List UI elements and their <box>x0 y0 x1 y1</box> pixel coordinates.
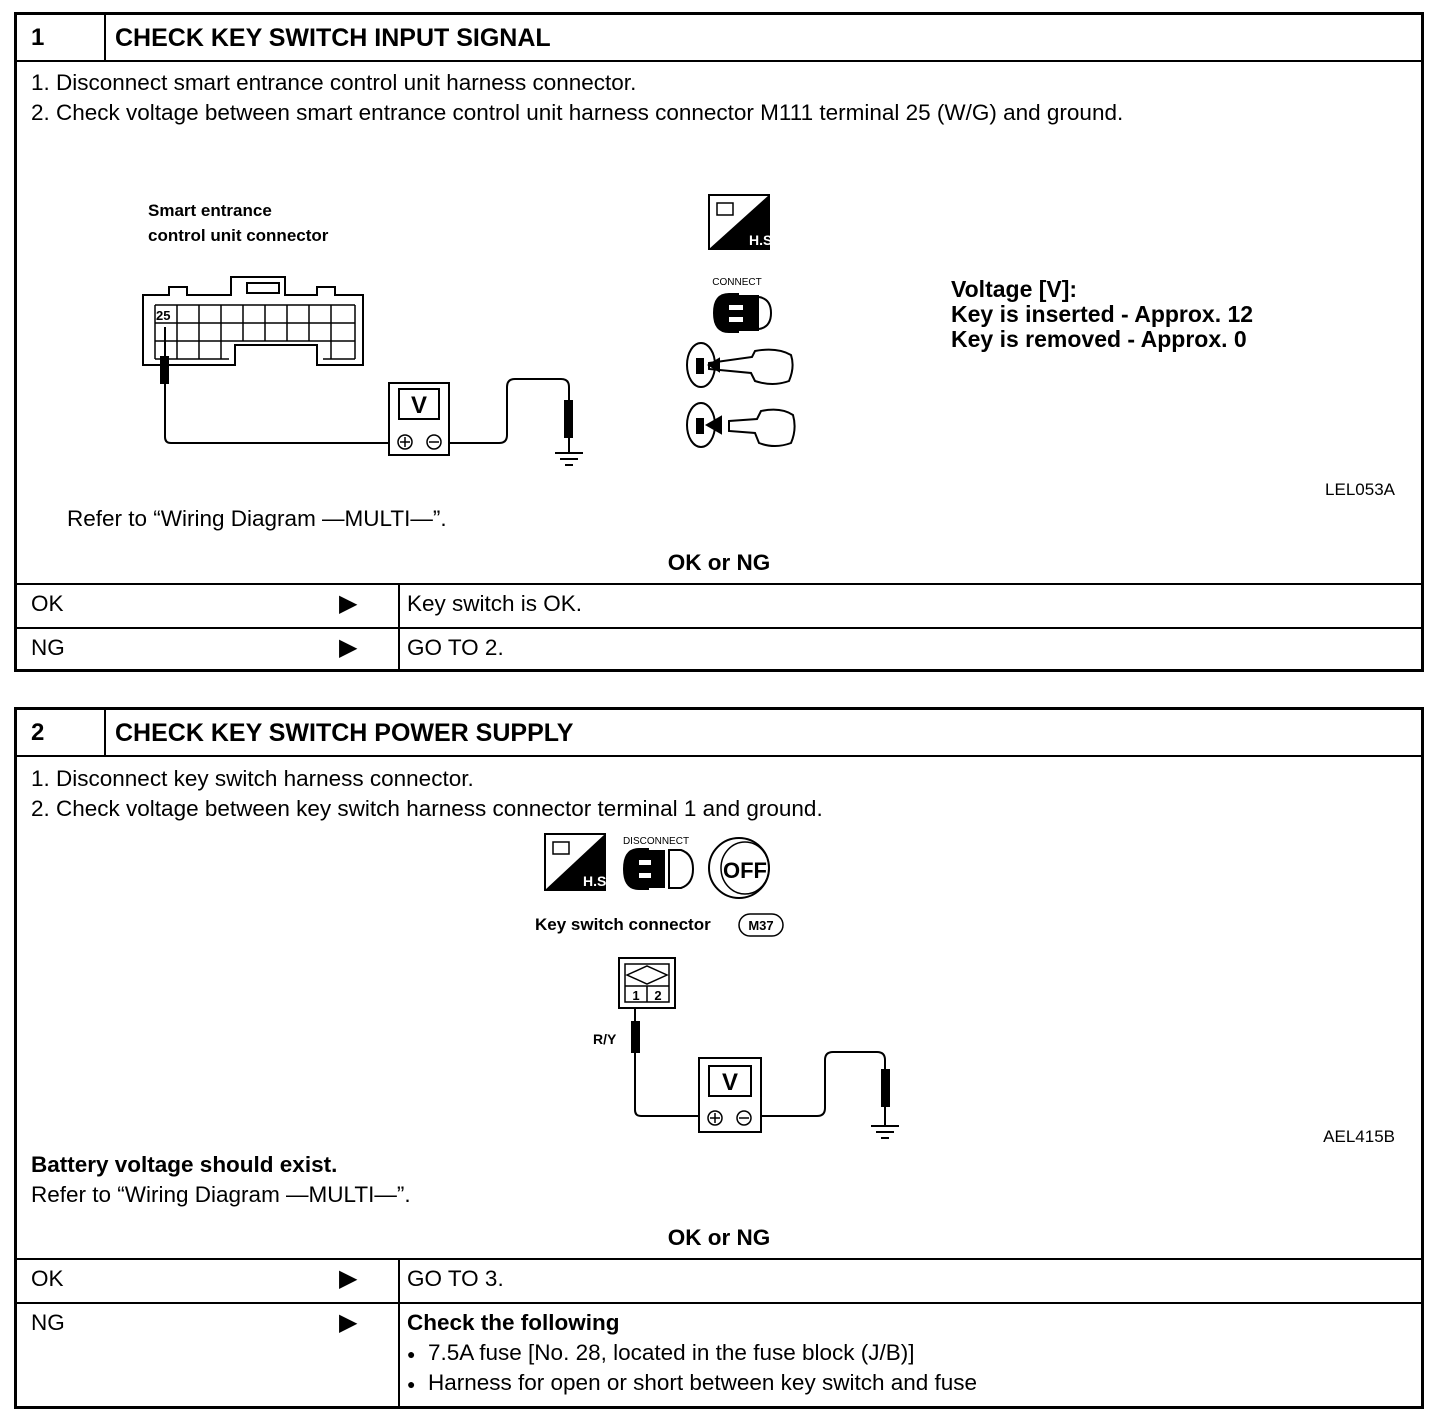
key-switch-voltage-diagram <box>17 828 1421 1148</box>
step-1-box <box>14 12 1424 672</box>
instruction-2: 2. Check voltage between smart entrance control unit harness connector M111 terminal 25 (W/G) and ground. <box>31 100 1124 125</box>
voltmeter <box>389 383 449 455</box>
ok-or-ng-label: OK or NG <box>667 550 771 575</box>
probe-wire <box>161 327 583 465</box>
key-removed-icon <box>687 403 795 447</box>
connector-housing <box>143 277 363 365</box>
voltage-inserted: Key is inserted - Approx. 12 <box>951 301 1254 327</box>
result-row-ok <box>17 1258 1421 1304</box>
off-label: OFF <box>723 858 767 883</box>
bullet-icon: ● <box>407 1346 416 1363</box>
bullet-text: Harness for open or short between key switch and fuse <box>427 1370 978 1395</box>
arrow-right-icon: ▶ <box>339 1309 358 1336</box>
instruction-1: 1. Disconnect smart entrance control unit harness connector. <box>31 70 637 95</box>
bullet-item <box>407 1370 977 1396</box>
step-2-box <box>14 707 1424 1409</box>
instruction-2: 2. Check voltage between key switch harness connector terminal 1 and ground. <box>31 796 823 821</box>
step-title: CHECK KEY SWITCH INPUT SIGNAL <box>115 24 551 52</box>
step-number: 1 <box>17 15 106 60</box>
key-switch-connector-label: Key switch connector <box>535 915 711 934</box>
connector-label-line1: Smart entrance <box>148 201 272 220</box>
step-header <box>17 15 1421 62</box>
spec-text: Battery voltage should exist. <box>31 1152 338 1177</box>
result-label: NG <box>31 1310 65 1335</box>
result-row-ng <box>17 627 1421 671</box>
wiring-reference: Refer to “Wiring Diagram —MULTI—”. <box>67 506 447 531</box>
probe-wire <box>632 1008 899 1138</box>
harness-side-icon <box>545 834 610 890</box>
voltmeter-label: V <box>721 1069 739 1096</box>
result-label: OK <box>31 591 64 616</box>
instruction-1: 1. Disconnect key switch harness connector. <box>31 766 474 791</box>
bullet-icon: ● <box>407 1376 416 1393</box>
ok-or-ng-label: OK or NG <box>667 1225 771 1250</box>
result-title: Check the following <box>407 1310 620 1335</box>
arrow-right-icon: ▶ <box>339 634 358 661</box>
figure-code: LEL053A <box>1325 480 1395 499</box>
disconnect-label: DISCONNECT <box>622 836 690 847</box>
terminal-number: 25 <box>156 308 171 323</box>
hs-label: H.S. <box>583 873 611 889</box>
result-row-ok <box>17 583 1421 629</box>
connector-voltage-diagram <box>17 175 1421 545</box>
step-header <box>17 710 1421 757</box>
result-label: NG <box>31 635 65 660</box>
result-text: GO TO 3. <box>407 1266 504 1291</box>
connector-code-badge: M37 <box>748 918 774 933</box>
voltage-removed: Key is removed - Approx. 0 <box>951 326 1247 352</box>
connect-label: CONNECT <box>712 277 762 288</box>
arrow-right-icon: ▶ <box>339 1265 358 1292</box>
arrow-right-icon: ▶ <box>339 590 358 617</box>
terminal-2: 2 <box>654 988 662 1003</box>
voltmeter <box>699 1058 761 1132</box>
hs-label: H.S. <box>749 232 777 248</box>
harness-side-icon <box>709 195 776 249</box>
step-number: 2 <box>17 710 106 755</box>
wire-color-label: R/Y <box>593 1031 617 1047</box>
key-switch-connector <box>619 958 675 1008</box>
disconnect-icon <box>623 848 693 890</box>
ignition-off-icon <box>709 838 769 898</box>
key-inserted-icon <box>687 343 793 387</box>
connect-icon <box>713 293 771 333</box>
step-title: CHECK KEY SWITCH POWER SUPPLY <box>115 719 574 747</box>
voltage-title: Voltage [V]: <box>951 276 1078 302</box>
result-text: GO TO 2. <box>407 635 504 660</box>
bullet-text: 7.5A fuse [No. 28, located in the fuse block (J/B)] <box>427 1340 915 1365</box>
terminal-1: 1 <box>632 988 640 1003</box>
wiring-reference: Refer to “Wiring Diagram —MULTI—”. <box>31 1182 411 1207</box>
result-label: OK <box>31 1266 64 1291</box>
figure-code: AEL415B <box>1323 1127 1395 1146</box>
bullet-item <box>407 1340 915 1366</box>
result-text: Key switch is OK. <box>407 591 583 616</box>
result-row-ng <box>17 1302 1421 1408</box>
connector-label-line2: control unit connector <box>148 226 329 245</box>
voltmeter-label: V <box>410 392 428 419</box>
